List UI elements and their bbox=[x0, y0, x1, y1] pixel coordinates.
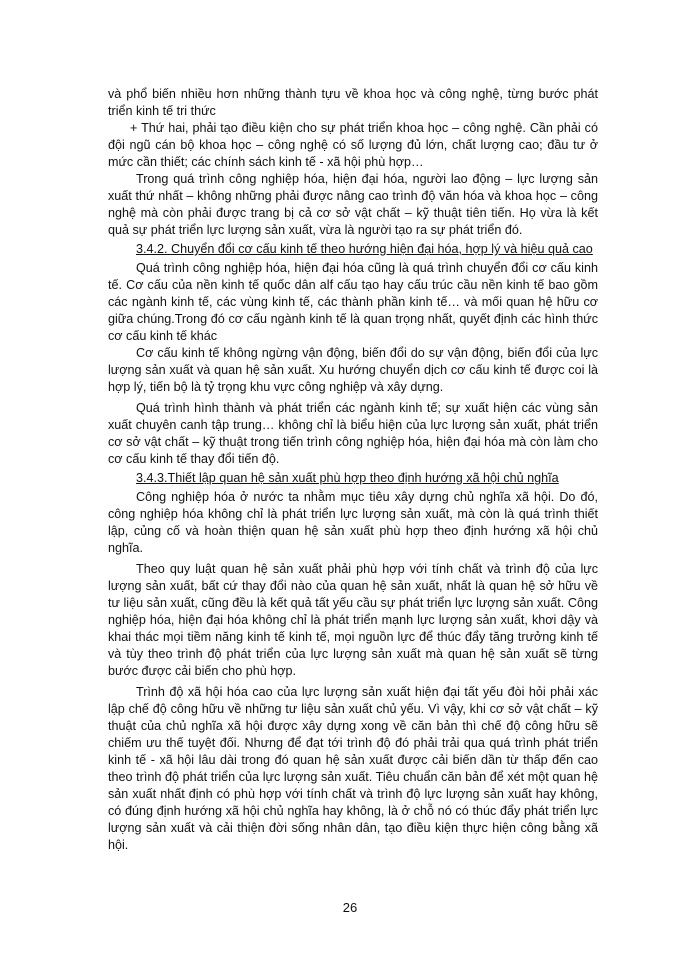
paragraph-workers: Trong quá trình công nghiệp hóa, hiện đại hóa, người lao động – lực lượng sản xuất thứ nhất – không những phải được nâng cao trình độ văn hóa và khoa học – công nghệ mà còn phải được trang bị cả cơ sở vật chất – kỹ thuật tiên tiến. Họ vừa là kết quả sự phát triển lực lượng sản xuất, vừa là người tạo ra sự phát triển đó. bbox=[108, 172, 598, 237]
paragraph-structure-movement: Cơ cấu kinh tế không ngừng vận động, biến đổi do sự vận động, biến đổi của lực lượng sản xuất và quan hệ sản xuất. Xu hướng chuyển dịch cơ cấu kinh tế được coi là hợp lý, tiến bộ là tỷ trọng khu vực công nghiệp và xây dựng. bbox=[108, 346, 598, 394]
page-number: 26 bbox=[342, 900, 358, 915]
document-body bbox=[108, 86, 598, 854]
paragraph-public-ownership: Trình độ xã hội hóa cao của lực lượng sản xuất hiện đại tất yếu đòi hỏi phải xác lập chế độ công hữu về những tư liệu sản xuất chủ yếu. Vì vậy, khi cơ sở vật chất – kỹ thuật của chủ nghĩa xã hội được xây dựng xong về căn bản thì chế độ công hữu sẽ chiếm ưu thế tuyệt đối. Nhưng để đạt tới trình độ đó phải trải qua quá trình phát triển kinh tế - xã hội lâu dài trong đó quan hệ sản xuất được cải biến dần từ thấp đến cao theo trình độ phát triển của lực lượng sản xuất. Tiêu chuẩn căn bản để xét một quan hệ sản xuất nhất định có phù hợp với tính chất và trình độ lực lượng sản xuất hay không, có đúng định hướng xã hội chủ nghĩa hay không, là ở chỗ nó có thúc đẩy phát triển lực lượng sản xuất và cải thiện đời sống nhân dân, tạo điều kiện thực hiện công bằng xã hội. bbox=[108, 685, 598, 852]
paragraph-socialist-orientation: Công nghiệp hóa ở nước ta nhằm mục tiêu xây dựng chủ nghĩa xã hội. Do đó, công nghiệp hóa không chỉ là phát triển lực lượng sản xuất, mà còn là quá trình thiết lập, củng cố và hoàn thiện quan hệ sản xuất phù hợp theo định hướng xã hội chủ nghĩa. bbox=[108, 490, 598, 555]
paragraph-continuation: và phổ biến nhiều hơn những thành tựu về khoa học và công nghệ, từng bước phát triển kinh tế tri thức bbox=[108, 87, 598, 118]
paragraph-production-relations: Theo quy luật quan hệ sản xuất phải phù hợp với tính chất và trình độ của lực lượng sản xuất, bất cứ thay đổi nào của quan hệ sản xuất, nhất là quan hệ sở hữu về tư liệu sản xuất, cũng đều là kết quả tất yếu cầu sự phát triển lực lượng sản xuất. Công nghiệp hóa, hiện đại hóa không chỉ là phát triển mạnh lực lượng sản xuất, khơi dậy và khai thác mọi tiềm năng kinh tế kinh tế, mọi nguồn lực để thúc đẩy tăng trưởng kinh tế và tùy theo trình độ phát triển của lực lượng sản xuất mà quan hệ sản xuất sẽ từng bước được cải biến cho phù hợp. bbox=[108, 562, 598, 678]
paragraph-second-condition: + Thứ hai, phải tạo điều kiện cho sự phát triển khoa học – công nghệ. Cần phải có đội ngũ cán bộ khoa học – công nghệ có số lượng đủ lớn, chất lượng cao; đầu tư ở mức cần thiết; các chính sách kinh tế - xã hội phù hợp… bbox=[108, 121, 598, 169]
paragraph-sector-formation: Quá trình hình thành và phát triển các ngành kinh tế; sự xuất hiện các vùng sản xuất chuyên canh tập trung… không chỉ là biểu hiện của lực lượng sản xuất, phát triển cơ sở vật chất – kỹ thuật trong tiến trình công nghiệp hóa, hiện đại hóa mà còn làm cho cơ cấu kinh tế thay đổi tiến độ. bbox=[108, 401, 598, 466]
section-heading-3-4-3: 3.4.3.Thiết lập quan hệ sản xuất phù hợp theo định hướng xã hội chủ nghĩa bbox=[136, 471, 559, 485]
section-heading-3-4-2: 3.4.2. Chuyển đổi cơ cấu kinh tế theo hướng hiện đại hóa, hợp lý và hiệu quả cao bbox=[136, 242, 593, 256]
paragraph-economic-structure: Quá trình công nghiệp hóa, hiện đại hóa cũng là quá trình chuyển đổi cơ cấu kinh tế. Cơ cấu của nền kinh tế quốc dân alf cấu tạo hay cấu trúc cầu nền kinh tế bao gồm các ngành kinh tế, các vùng kinh tế, các thành phần kinh tế… và mối quan hệ hữu cơ giữa chúng.Trong đó cơ cấu ngành kinh tế là quan trọng nhất, quyết định các hình thức cơ cấu kinh tế khác bbox=[108, 261, 598, 343]
